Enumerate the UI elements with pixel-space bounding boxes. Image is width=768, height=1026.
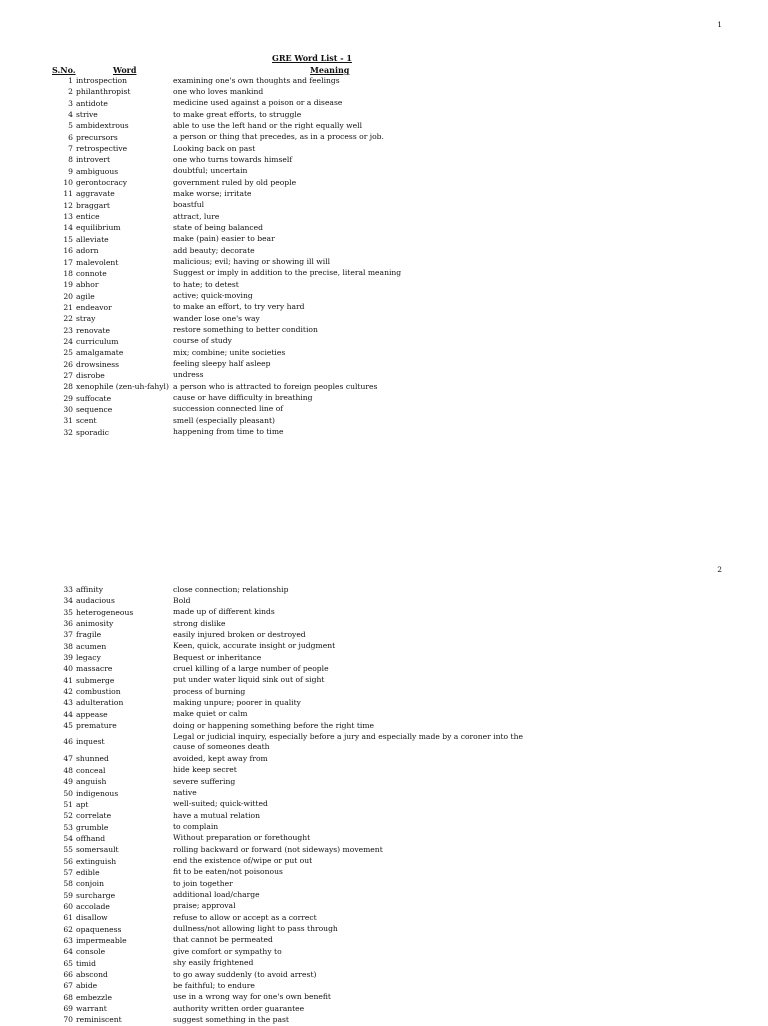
row-word: correlate [76,811,112,821]
row-meaning: fit to be eaten/not poisonous [173,867,283,877]
table-row [0,359,768,370]
row-word: sequence [76,404,113,414]
row-word: drowsiness [76,359,120,369]
table-row [0,969,768,980]
row-number: 60 [63,901,73,911]
row-word: appease [76,709,108,719]
table-row [0,686,768,697]
row-word: endeavor [76,302,112,312]
row-meaning: medicine used against a poison or a disease [173,98,343,108]
table-row [0,652,768,663]
table-row [0,302,768,313]
row-number: 31 [63,416,73,426]
row-number: 40 [63,664,73,674]
table-row [0,753,768,764]
table-row [0,958,768,969]
row-meaning: smell (especially pleasant) [173,415,275,425]
table-row [0,222,768,233]
table-row [0,1014,768,1025]
row-number: 34 [63,596,73,606]
document-title: GRE Word List - 1 [272,53,352,63]
row-meaning: government ruled by old people [173,177,297,187]
row-word: somersault [76,845,119,855]
row-number: 46 [63,737,73,747]
row-number: 38 [63,641,73,651]
table-row [0,211,768,222]
row-meaning: shy easily frightened [173,958,254,968]
row-meaning: close connection; relationship [173,584,289,594]
row-meaning: put under water liquid sink out of sight [173,675,325,685]
table-row [0,404,768,415]
row-meaning: Looking back on past [173,143,256,153]
row-meaning: that cannot be permeated [173,935,273,945]
row-meaning: wander lose one's way [173,313,260,323]
row-word: offhand [76,833,106,843]
row-meaning: severe suffering [173,776,236,786]
row-meaning: course of study [173,336,232,346]
row-word: malevolent [76,257,119,267]
row-word: legacy [76,653,101,663]
row-word: anguish [76,777,107,787]
row-word: abhor [76,280,99,290]
row-number: 11 [63,189,73,199]
row-word: scent [76,416,97,426]
row-number: 15 [63,234,73,244]
row-number: 8 [68,155,73,165]
column-header-word: Word [113,65,137,75]
row-number: 4 [68,110,73,120]
word-list-page-1 [0,75,768,438]
row-meaning: well-suited; quick-witted [173,799,268,809]
row-number: 66 [63,970,73,979]
row-number: 6 [68,132,73,142]
row-word: indigenous [76,788,119,798]
row-number: 57 [63,867,73,877]
table-row [0,234,768,245]
row-word: audacious [76,596,115,606]
row-number: 45 [63,721,73,731]
row-meaning: to join together [173,878,233,888]
table-row [0,381,768,392]
table-row [0,946,768,957]
row-number: 32 [63,427,73,437]
row-word: embezzle [76,992,112,1002]
row-number: 21 [63,302,73,312]
row-number: 62 [63,924,73,934]
row-meaning: native [173,788,197,797]
row-number: 51 [63,799,73,809]
row-word: grumble [76,822,109,832]
row-word: agile [76,291,95,301]
row-word: abscond [76,970,108,979]
row-number: 5 [68,121,73,131]
row-meaning: strong dislike [173,618,226,628]
table-row [0,370,768,381]
row-word: reminiscent [76,1015,122,1025]
table-row [0,86,768,97]
row-number: 26 [63,359,73,369]
row-meaning: additional load/charge [173,890,260,900]
table-row [0,618,768,629]
row-number: 19 [63,280,73,290]
table-row [0,166,768,177]
word-list-page-2 [0,584,768,1026]
table-row [0,143,768,154]
row-number: 59 [63,890,73,900]
row-number: 43 [63,698,73,708]
row-meaning: to hate; to detest [173,279,239,289]
row-word: curriculum [76,336,119,346]
row-meaning: easily injured broken or destroyed [173,629,306,639]
table-row [0,415,768,426]
row-word: disrobe [76,370,105,380]
row-meaning: doubtful; uncertain [173,166,248,176]
row-word: stray [76,314,96,324]
row-number: 69 [63,1004,73,1014]
row-meaning: cruel killing of a large number of people [173,663,329,673]
row-number: 49 [63,777,73,787]
row-meaning: succession connected line of [173,404,284,414]
page-number: 1 [717,20,722,29]
row-number: 39 [63,653,73,663]
row-number: 18 [63,268,73,278]
row-number: 48 [63,765,73,775]
table-row [0,697,768,708]
table-row [0,844,768,855]
row-number: 3 [68,98,73,108]
row-number: 56 [63,856,73,866]
row-word: accolade [76,901,110,911]
column-header-meaning: Meaning [310,65,350,75]
table-row [0,641,768,652]
table-row [0,75,768,86]
table-row [0,776,768,787]
row-meaning: doing or happening something before the right time [173,720,375,730]
table-row [0,878,768,889]
table-row [0,109,768,120]
row-word: combustion [76,687,121,697]
row-meaning: malicious; evil; having or showing ill will [173,257,331,266]
table-row [0,980,768,991]
table-row [0,595,768,606]
table-row [0,924,768,935]
table-row [0,788,768,799]
row-meaning: restore something to better condition [173,325,318,335]
column-header-sno: S.No. [52,65,76,75]
table-row [0,347,768,358]
table-row [0,177,768,188]
row-number: 10 [63,178,73,188]
table-row [0,291,768,302]
row-word: conjoin [76,879,104,889]
page-2 [0,560,768,1024]
table-row [0,188,768,199]
row-word: affinity [76,585,104,594]
table-row [0,393,768,404]
row-meaning: process of burning [173,686,246,696]
row-meaning: be faithful; to endure [173,980,255,990]
row-meaning: Keen, quick, accurate insight or judgment [173,641,336,651]
table-row [0,98,768,109]
row-meaning: refuse to allow or accept as a correct [173,912,317,922]
row-meaning: happening from time to time [173,427,284,437]
row-word: precursors [76,132,118,142]
row-word: submerge [76,675,115,685]
row-meaning: rolling backward or forward (not sideways) movement [173,844,383,854]
row-number: 12 [63,200,73,210]
table-row [0,336,768,347]
row-meaning: making unpure; poorer in quality [173,697,301,707]
row-number: 54 [63,833,73,843]
table-row [0,607,768,618]
row-meaning: to make an effort, to try very hard [173,302,305,312]
row-word: suffocate [76,393,112,403]
table-row [0,584,768,595]
table-row [0,245,768,256]
row-meaning: Bequest or inheritance [173,652,262,662]
table-row [0,833,768,844]
row-word: antidote [76,98,108,108]
table-row [0,120,768,131]
row-meaning: a person who is attracted to foreign peoples cultures [173,381,378,391]
row-meaning: avoided, kept away from [173,753,268,763]
table-row [0,810,768,821]
row-number: 41 [63,675,73,685]
row-word: introspection [76,76,128,85]
row-meaning: state of being balanced [173,222,264,232]
row-word: aggravate [76,189,115,199]
table-row [0,325,768,336]
row-number: 67 [63,981,73,991]
row-number: 29 [63,393,73,403]
table-row [0,720,768,731]
row-meaning: mix; combine; unite societies [173,347,286,357]
row-word: acumen [76,641,107,651]
page-number: 2 [717,565,722,574]
table-row [0,629,768,640]
row-word: ambiguous [76,166,119,176]
table-row [0,822,768,833]
table-row [0,890,768,901]
row-word: connote [76,268,107,278]
row-number: 20 [63,291,73,301]
row-number: 65 [63,958,73,968]
table-row [0,912,768,923]
row-word: equilibrium [76,223,121,233]
row-meaning: able to use the left hand or the right equally well [173,120,363,130]
row-number: 52 [63,811,73,821]
table-row [0,856,768,867]
row-word: fragile [76,630,102,640]
row-word: opaqueness [76,924,122,934]
row-meaning: dullness/not allowing light to pass through [173,924,338,934]
table-row [0,901,768,912]
row-meaning: Without preparation or forethought [173,833,311,843]
row-number: 37 [63,630,73,640]
row-word: braggart [76,200,110,210]
row-number: 23 [63,325,73,335]
row-meaning: to go away suddenly (to avoid arrest) [173,969,317,979]
row-word: strive [76,110,98,120]
row-meaning: suggest something in the past [173,1014,289,1024]
row-number: 55 [63,845,73,855]
row-word: retrospective [76,144,128,154]
table-row [0,313,768,324]
table-row [0,268,768,279]
row-word: shunned [76,754,109,764]
row-meaning: one who loves mankind [173,86,264,96]
table-row [0,427,768,438]
row-number: 1 [68,76,73,85]
table-row [0,279,768,290]
row-number: 33 [63,585,73,594]
row-meaning: attract, lure [173,211,220,221]
row-meaning: made up of different kinds [173,607,275,617]
row-word: surcharge [76,890,116,900]
row-word: adulteration [76,698,124,708]
row-word: apt [76,799,89,809]
row-word: heterogeneous [76,607,134,617]
table-row [0,257,768,268]
row-number: 35 [63,607,73,617]
table-row [0,709,768,720]
row-number: 24 [63,336,73,346]
row-number: 7 [68,144,73,154]
row-word: disallow [76,913,108,923]
row-word: edible [76,867,100,877]
table-row [0,935,768,946]
row-number: 30 [63,404,73,414]
row-meaning: a person or thing that precedes, as in a process or job. [173,132,384,142]
table-row [0,799,768,810]
row-number: 36 [63,619,73,629]
row-word: renovate [76,325,110,335]
row-meaning: end the existence of/wipe or put out [173,856,313,866]
row-meaning: use in a wrong way for one's own benefit [173,992,331,1002]
row-meaning: examining one's own thoughts and feelings [173,75,340,85]
row-meaning: authority written order guarantee [173,1003,305,1013]
row-meaning: make worse; irritate [173,188,252,198]
row-word: entice [76,212,100,222]
row-word: extinguish [76,856,117,866]
row-word: conceal [76,765,106,775]
row-number: 44 [63,709,73,719]
row-number: 2 [68,87,73,97]
row-meaning: hide keep secret [173,765,237,775]
row-number: 14 [63,223,73,233]
row-word: gerontocracy [76,178,128,188]
table-row [0,992,768,1003]
row-meaning: to complain [173,822,219,832]
row-word: alleviate [76,234,109,244]
row-meaning: undress [173,370,204,380]
row-meaning: Suggest or imply in addition to the precise, literal meaning [173,268,402,278]
row-number: 17 [63,257,73,267]
row-meaning: Bold [173,595,191,605]
row-word: amalgamate [76,348,124,358]
row-word: philanthropist [76,87,131,97]
row-number: 58 [63,879,73,889]
row-word: premature [76,721,117,731]
row-number: 28 [63,382,73,392]
row-meaning: have a mutual relation [173,810,260,820]
row-word: abide [76,981,98,991]
table-row [0,663,768,674]
row-number: 22 [63,314,73,324]
row-meaning: feeling sleepy half asleep [173,359,271,369]
table-row [0,154,768,165]
table-row [0,675,768,686]
row-meaning: give comfort or sympathy to [173,946,282,956]
row-meaning: make quiet or calm [173,709,248,719]
row-number: 64 [63,947,73,957]
row-number: 9 [68,166,73,176]
row-meaning: one who turns towards himself [173,154,293,164]
row-meaning: cause or have difficulty in breathing [173,393,313,403]
row-word: animosity [76,619,114,629]
row-word: impermeable [76,935,127,945]
table-row [0,731,768,753]
row-number: 63 [63,935,73,945]
row-number: 27 [63,370,73,380]
row-number: 70 [63,1015,73,1025]
row-meaning: praise; approval [173,901,236,911]
row-number: 25 [63,348,73,358]
row-meaning: to make great efforts, to struggle [173,109,302,119]
row-meaning: add beauty; decorate [173,245,255,255]
row-word: sporadic [76,427,110,437]
row-word: introvert [76,155,111,165]
row-number: 50 [63,788,73,798]
row-word: ambidextrous [76,121,129,131]
row-number: 16 [63,246,73,256]
row-meaning: make (pain) easier to bear [173,234,275,244]
row-word: timid [76,958,96,968]
row-number: 68 [63,992,73,1002]
table-row [0,867,768,878]
row-meaning: Legal or judicial inquiry, especially before a jury and especially made by a coroner into the cause of someones death [173,731,523,751]
row-word: adorn [76,246,99,256]
row-meaning: boastful [173,200,205,210]
row-number: 13 [63,212,73,222]
table-row [0,1003,768,1014]
row-meaning: active; quick-moving [173,291,253,301]
row-number: 47 [63,754,73,764]
row-number: 42 [63,687,73,697]
table-row [0,765,768,776]
row-word: massacre [76,664,113,674]
table-row [0,132,768,143]
row-word: inquest [76,737,105,747]
row-word: xenophile (zen-uh-fahyl) [76,382,169,392]
row-number: 53 [63,822,73,832]
row-word: warrant [76,1004,107,1014]
table-row [0,200,768,211]
row-word: console [76,947,106,957]
row-number: 61 [63,913,73,923]
